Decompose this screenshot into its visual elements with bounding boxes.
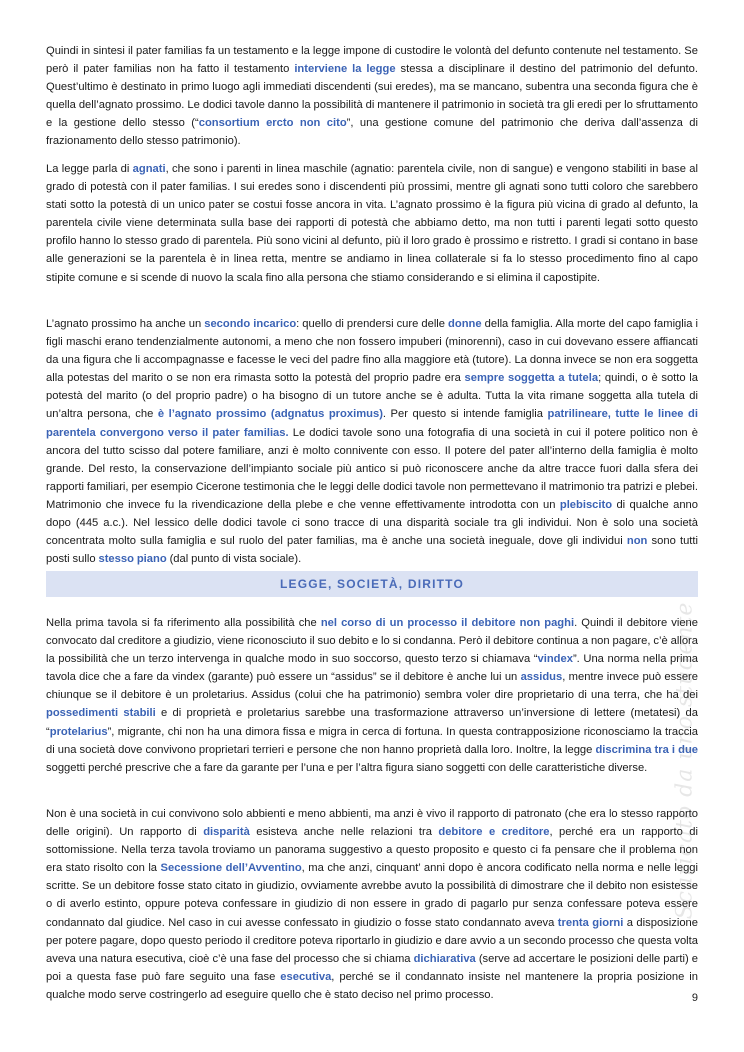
- body-text: L’agnato prossimo ha anche un: [46, 318, 205, 330]
- highlighted-term: esecutiva: [280, 970, 332, 983]
- body-text: La legge parla di: [46, 163, 133, 175]
- highlighted-term: plebiscito: [559, 498, 613, 511]
- highlighted-term: sempre soggetta a tutela: [464, 372, 599, 385]
- highlighted-term: stesso piano: [98, 553, 167, 566]
- body-text: della famiglia. Alla morte del capo famiglia i figli maschi erano tendenzialmente autonomi, a meno che non fossero impuberi (minorenni), caso in cui dovevano essere affiancati da una figura che li accompagnasse e facesse le veci del padre fino alla maggiore età (tutore). La donna invece se non era soggetta alla potestas del marito o se non era rimasta sotto la potestà del proprio padre era: [46, 318, 698, 385]
- body-text: . Per questo si intende famiglia: [382, 408, 548, 421]
- body-text: Non è una società in cui convivono solo abbienti e meno abbienti, ma anzi è vivo il rapporto di patronato (che era lo stesso rapporto delle origini). Un rapporto di: [46, 808, 698, 839]
- body-text: (serve ad accertare le posizioni delle parti) e poi a questa fase può fare seguito una fase: [46, 952, 699, 983]
- highlighted-term: è l’agnato prossimo (adgnatus proximus): [157, 408, 383, 421]
- body-text: , perché era un rapporto di sottomissione. Nella terza tavola troviamo un panorama suggestivo a questo proposito e questo ci fa pensare che il problema non era stato risolto con la: [46, 826, 699, 875]
- section-heading: LEGGE, SOCIETÀ, DIRITTO: [279, 577, 465, 591]
- highlighted-term: debitore e creditore: [438, 826, 550, 839]
- highlighted-term: Secessione dell’Avventino: [160, 862, 302, 875]
- body-text: ”. Una norma nella prima tavola dice che a fare da vindex (garante) può essere un “assidus” se il debitore è anche lui un: [46, 653, 698, 684]
- paragraph-testamento: [46, 42, 698, 151]
- paragraph-patronato: [46, 805, 698, 1004]
- highlighted-term: assidus: [520, 671, 563, 684]
- body-text: e di proprietà e proletarius sarebbe una trasformazione attraverso un’inversione di lettere (metatesi) da “: [46, 707, 698, 738]
- highlighted-term: trenta giorni: [557, 916, 624, 929]
- highlighted-term: nel corso di un processo il debitore non paghi: [320, 617, 575, 629]
- body-text: Le dodici tavole sono una fotografia di una società in cui il potere politico non è ancora del tutto scisso dal potere familiare, anzi è molto connivente con esso. Il potere del pater all’interno della famiglia è molto grande. Del resto, la conservazione dell’impianto sociale più antico si può riconoscere anche da altre tracce fuori dalla sfera dei rapporti familiari, per esempio Cicerone testimonia che le leggi delle dodici tavole non permettevano il matrimonio tra patrizi e plebei. Matrimonio che invece fu la rivendicazione della plebe e che venne effettivamente introdotta con un: [46, 426, 698, 511]
- highlighted-term: patrilineare, tutte le linee di parentela convergono verso il pater familias.: [46, 408, 698, 439]
- body-text: Nella prima tavola si fa riferimento alla possibilità che: [46, 617, 321, 629]
- highlighted-term: consortium ercto non cito: [198, 117, 347, 130]
- body-text: . Quindi il debitore viene convocato dal creditore a giudizio, viene riconosciuto il suo debito e lo si condanna. Però il debitore continua a non pagare, c’è allora la possibilità che un terzo intervenga in qualche modo in suo soccorso, questo terzo si chiamava “: [46, 617, 698, 666]
- body-text: Quindi in sintesi il pater familias fa un testamento e la legge impone di custodire le volontà del defunto contenute nel testamento. Se però il pater familias non ha fatto il testamento: [46, 45, 698, 76]
- paragraph-prima-tavola: [46, 614, 698, 777]
- highlighted-term: agnati: [132, 163, 166, 175]
- body-text: ”, migrante, chi non ha una dimora fissa e migra in cerca di fortuna. In questa contrapposizione riconosciamo la traccia di una società dove convivono proprietari terrieri e persone che non hanno proprietà dalla loro. Inoltre, la legge: [46, 725, 698, 756]
- highlighted-term: vindex: [537, 653, 573, 666]
- body-text: , mentre invece può essere chiunque se il debitore è un proletarius. Assidus (colui che ha patrimonio) sembra voler dire proprietario di una terra, che ha dei: [46, 671, 698, 702]
- body-text: , che sono i parenti in linea maschile (agnatio: parentela civile, non di sangue) e vengono stabiliti in base al grado di potestà con il pater familias. I sui eredes sono i discendenti più prossimi, mentre gli agnati sono tutti coloro che sarebbero stati sotto la potestà di un unico pater se costui fosse ancora in vita. L’agnato prossimo è la figura più vicina di grado al defunto, la parentela civile viene determinata sulla base dei rapporti di potestà che abbiamo detto, ma non tutti i parenti legati sotto questo profilo hanno lo stesso grado di parentela. Più sono vicini al defunto, più il loro grado è prossimo e ristretto. I gradi si contano in base alle generazioni se la parentela è in linea retta, mentre se andiamo in linea collaterale si fa lo stesso procedimento fino al capo stipite comune e si scende di nuovo la scala fino alla persona che stiamo considerando e si elimina il capostipite.: [46, 163, 698, 284]
- highlighted-term: secondo incarico: [204, 318, 297, 330]
- body-text: di qualche anno dopo (445 a.c.). Nel lessico delle dodici tavole ci sono tracce di una disparità sociale tra gli individui. Non è solo una società concentrata molto sulla famiglia e sul ruolo del pater familias, ma è anche una società ineguale, dove gli individui: [46, 498, 698, 548]
- body-text: , ma che anzi, cinquant’ anni dopo è ancora codificato nella norma e nelle leggi scritte. Se un debitore fosse stato citato in giudizio, ovviamente avrebbe avuto la possibilità di dimostrare che il debito non esistesse o di averlo estinto, oppure poteva confessare in giudizio di non essere in grado di pagarlo pur senza confessare poteva essere condannato dal giudice. Nel caso in cui avesse confessato in giudizio o fosse stato condannato aveva: [46, 862, 698, 929]
- body-text: (dal punto di vista sociale).: [166, 553, 302, 566]
- body-text: a disposizione per potere pagare, dopo questo periodo il creditore poteva riportarlo in giudizio e dare avvio a un secondo processo che questa volta aveva una natura esecutiva, cioè c’è una fase del processo che si chiama: [46, 916, 698, 965]
- body-text: soggetti perché prescrive che a fare da garante per l’una e per l’altra figura siano soggetti con delle caratteristiche diverse.: [46, 761, 648, 774]
- highlighted-term: possedimenti stabili: [46, 707, 156, 720]
- body-text: ; quindi, o è sotto la potestà del marito (o del proprio padre) o ha bisogno di un tutore anche se è adulta. Tutta la vita rimane soggetta alla tutela di un’altra persona, che: [46, 372, 699, 421]
- watermark-text: Scaricato da uno studente: [672, 601, 698, 919]
- highlighted-term: dichiarativa: [413, 952, 476, 965]
- paragraph-agnati: [46, 160, 698, 287]
- body-text: stessa a disciplinare il destino del patrimonio del defunto. Quest’ultimo è destinato in primo luogo agli immediati discendenti (sui eredes), ma se mancano, subentra una seconda figura che è quella dell’agnato prossimo. Le dodici tavole danno la possibilità di mantenere il patrimonio in società tra gli eredi per lo sfruttamento e la gestione dello stesso (“: [46, 63, 699, 130]
- body-text: sono tutti posti sullo: [46, 535, 698, 566]
- paragraph-secondo-incarico: [46, 315, 698, 568]
- body-text: esisteva anche nelle relazioni tra: [249, 826, 439, 839]
- highlighted-term: non: [626, 535, 648, 548]
- highlighted-term: disparità: [203, 826, 250, 839]
- body-text: : quello di prendersi cure delle: [296, 318, 449, 330]
- section-heading-band: [46, 571, 698, 597]
- page-number: 9: [691, 992, 698, 1004]
- highlighted-term: interviene la legge: [294, 63, 396, 76]
- highlighted-term: donne: [448, 318, 482, 330]
- body-text: , perché se il condannato insiste nel mantenere la propria posizione in qualche modo serve costringerlo ad eseguire quello che è stato deciso nel primo processo.: [46, 970, 698, 1001]
- highlighted-term: protelarius: [49, 725, 108, 738]
- highlighted-term: discrimina tra i due: [595, 743, 699, 756]
- body-text: ”, una gestione comune del patrimonio che deriva dall’assenza di frazionamento dello stesso patrimonio).: [46, 117, 698, 148]
